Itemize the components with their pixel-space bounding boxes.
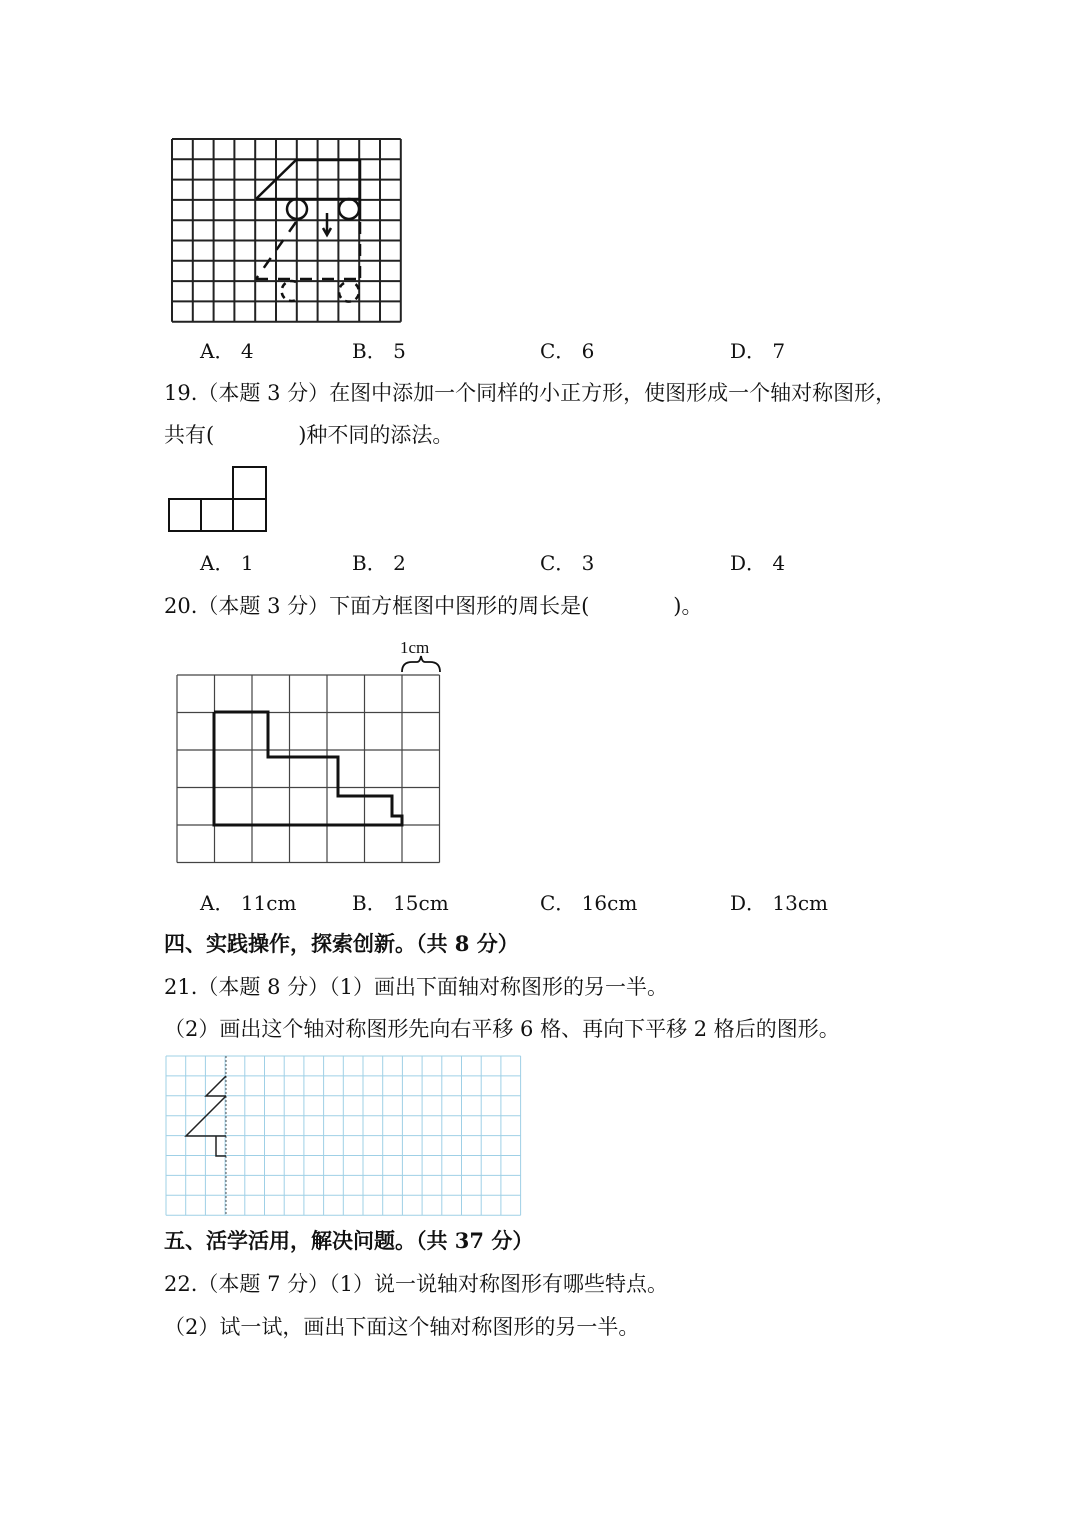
q18-option-d: D． 7 bbox=[730, 339, 786, 363]
q21-question-line1: 21.（本题 8 分）（1）画出下面轴对称图形的另一半。 bbox=[164, 975, 668, 999]
section-5-heading: 五、活学活用，解决问题。（共 37 分） bbox=[164, 1228, 534, 1253]
section-4-heading: 四、实践操作，探索创新。（共 8 分） bbox=[164, 931, 519, 956]
q20-option-a: A． 11cm bbox=[200, 891, 297, 915]
q20-option-c: C． 16cm bbox=[540, 891, 638, 915]
q19-question-line1: 19.（本题 3 分）在图中添加一个同样的小正方形，使图形成一个轴对称图形， bbox=[164, 381, 897, 405]
q20-scale-label: 1cm bbox=[400, 638, 430, 657]
q20-option-b: B． 15cm bbox=[352, 891, 449, 915]
q18-option-b: B． 5 bbox=[352, 339, 406, 363]
q19-question-line2: 共有( )种不同的添法。 bbox=[164, 423, 454, 447]
q22-question-line2: （2）试一试，画出下面这个轴对称图形的另一半。 bbox=[164, 1315, 640, 1339]
q21-question-line2: （2）画出这个轴对称图形先向右平移 6 格、再向下平移 2 格后的图形。 bbox=[164, 1017, 840, 1041]
q20-option-d: D． 13cm bbox=[730, 891, 829, 915]
q20-question-line1: 20.（本题 3 分）下面方框图中图形的周长是( )。 bbox=[164, 594, 703, 618]
q19-option-b: B． 2 bbox=[352, 551, 406, 575]
q19-option-c: C． 3 bbox=[540, 551, 595, 575]
q18-option-a: A． 4 bbox=[200, 339, 254, 363]
q22-question-line1: 22.（本题 7 分）（1）说一说轴对称图形有哪些特点。 bbox=[164, 1272, 668, 1296]
q19-option-a: A． 1 bbox=[200, 551, 254, 575]
q18-option-c: C． 6 bbox=[540, 339, 595, 363]
q19-option-d: D． 4 bbox=[730, 551, 786, 575]
